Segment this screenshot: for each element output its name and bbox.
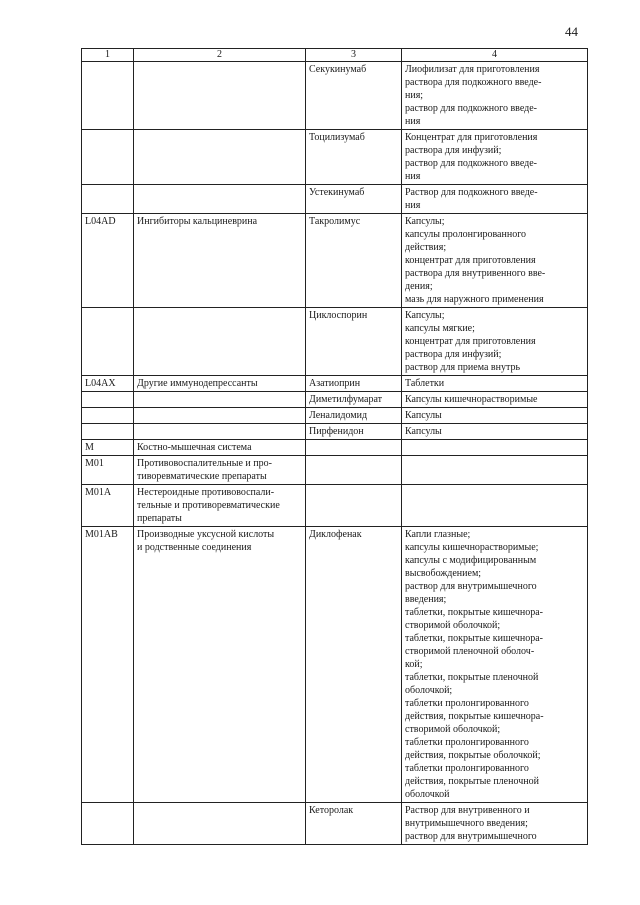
drug-name-cell: Устекинумаб xyxy=(306,185,402,214)
drug-name-cell: Леналидомид xyxy=(306,408,402,424)
drug-name-cell xyxy=(306,440,402,456)
dosage-forms-cell: Капсулы; капсулы мягкие; концентрат для приготовления раствора для инфузий; раствор для приема внутрь xyxy=(402,308,588,376)
atc-code-cell: L04AD xyxy=(82,214,134,308)
group-name-cell xyxy=(134,392,306,408)
atc-code-cell: M xyxy=(82,440,134,456)
dosage-forms-cell: Лиофилизат для приготовления раствора для подкожного введе- ния; раствор для подкожного введе- ния xyxy=(402,62,588,130)
dosage-forms-cell xyxy=(402,440,588,456)
dosage-forms-cell xyxy=(402,456,588,485)
atc-code-cell: M01A xyxy=(82,485,134,527)
table-row xyxy=(82,185,588,214)
table-row xyxy=(82,424,588,440)
dosage-forms-cell: Капсулы кишечнорастворимые xyxy=(402,392,588,408)
table-body xyxy=(82,62,588,845)
dosage-forms-cell: Капли глазные; капсулы кишечнорастворимые; капсулы с модифицированным высвобождением; раствор для внутримышечного введения; таблетки, покрытые кишечнора- створимой оболочкой; таблетки, покрытые кишечнора- створимой пленочной оболоч- кой; таблетки, покрытые пленочной оболочкой; таблетки пролонгированного действия, покрытые кишечнора- створимой оболочкой; таблетки пролонгированного действия, покрытые оболочкой; таблетки пролонгированного действия, покрытые пленочной оболочкой xyxy=(402,527,588,803)
header-row xyxy=(82,49,588,62)
drug-name-cell: Секукинумаб xyxy=(306,62,402,130)
dosage-forms-cell: Раствор для подкожного введе- ния xyxy=(402,185,588,214)
group-name-cell: Костно-мышечная система xyxy=(134,440,306,456)
group-name-cell: Другие иммунодепрессанты xyxy=(134,376,306,392)
atc-code-cell xyxy=(82,424,134,440)
atc-code-cell xyxy=(82,130,134,185)
dosage-forms-cell: Таблетки xyxy=(402,376,588,392)
group-name-cell xyxy=(134,803,306,845)
dosage-forms-cell: Капсулы xyxy=(402,408,588,424)
table-row xyxy=(82,62,588,130)
group-name-cell: Противовоспалительные и про- тиворевматические препараты xyxy=(134,456,306,485)
atc-code-cell: M01 xyxy=(82,456,134,485)
drug-name-cell: Такролимус xyxy=(306,214,402,308)
table-row xyxy=(82,408,588,424)
header-col-1: 1 xyxy=(82,49,134,62)
table-row xyxy=(82,130,588,185)
dosage-forms-cell xyxy=(402,485,588,527)
header-col-2: 2 xyxy=(134,49,306,62)
atc-code-cell xyxy=(82,185,134,214)
dosage-forms-cell: Концентрат для приготовления раствора для инфузий; раствор для подкожного введе- ния xyxy=(402,130,588,185)
header-col-4: 4 xyxy=(402,49,588,62)
drug-name-cell: Тоцилизумаб xyxy=(306,130,402,185)
group-name-cell xyxy=(134,308,306,376)
table-row xyxy=(82,527,588,803)
group-name-cell xyxy=(134,424,306,440)
drug-name-cell: Кеторолак xyxy=(306,803,402,845)
table-row xyxy=(82,376,588,392)
atc-code-cell xyxy=(82,803,134,845)
drug-name-cell: Пирфенидон xyxy=(306,424,402,440)
dosage-forms-cell: Капсулы xyxy=(402,424,588,440)
drug-name-cell: Азатиоприн xyxy=(306,376,402,392)
table-row xyxy=(82,440,588,456)
drug-name-cell xyxy=(306,456,402,485)
group-name-cell xyxy=(134,185,306,214)
table-row xyxy=(82,456,588,485)
table-header xyxy=(82,49,588,62)
group-name-cell xyxy=(134,62,306,130)
dosage-forms-cell: Раствор для внутривенного и внутримышечного введения; раствор для внутримышечного xyxy=(402,803,588,845)
group-name-cell: Производные уксусной кислоты и родственные соединения xyxy=(134,527,306,803)
drug-name-cell: Циклоспорин xyxy=(306,308,402,376)
atc-code-cell: M01AB xyxy=(82,527,134,803)
atc-code-cell xyxy=(82,392,134,408)
table-row xyxy=(82,485,588,527)
drug-table xyxy=(81,48,588,845)
page-number: 44 xyxy=(565,24,578,39)
dosage-forms-cell: Капсулы; капсулы пролонгированного действия; концентрат для приготовления раствора для внутривенного вве- дения; мазь для наружного применения xyxy=(402,214,588,308)
drug-name-cell xyxy=(306,485,402,527)
atc-code-cell xyxy=(82,308,134,376)
group-name-cell: Нестероидные противовоспали- тельные и противоревматические препараты xyxy=(134,485,306,527)
group-name-cell xyxy=(134,408,306,424)
group-name-cell xyxy=(134,130,306,185)
group-name-cell: Ингибиторы кальциневрина xyxy=(134,214,306,308)
table-row xyxy=(82,392,588,408)
table-row xyxy=(82,308,588,376)
table-row xyxy=(82,214,588,308)
drug-name-cell: Диметилфумарат xyxy=(306,392,402,408)
header-col-3: 3 xyxy=(306,49,402,62)
atc-code-cell xyxy=(82,408,134,424)
drug-name-cell: Диклофенак xyxy=(306,527,402,803)
atc-code-cell: L04AX xyxy=(82,376,134,392)
table-row xyxy=(82,803,588,845)
atc-code-cell xyxy=(82,62,134,130)
